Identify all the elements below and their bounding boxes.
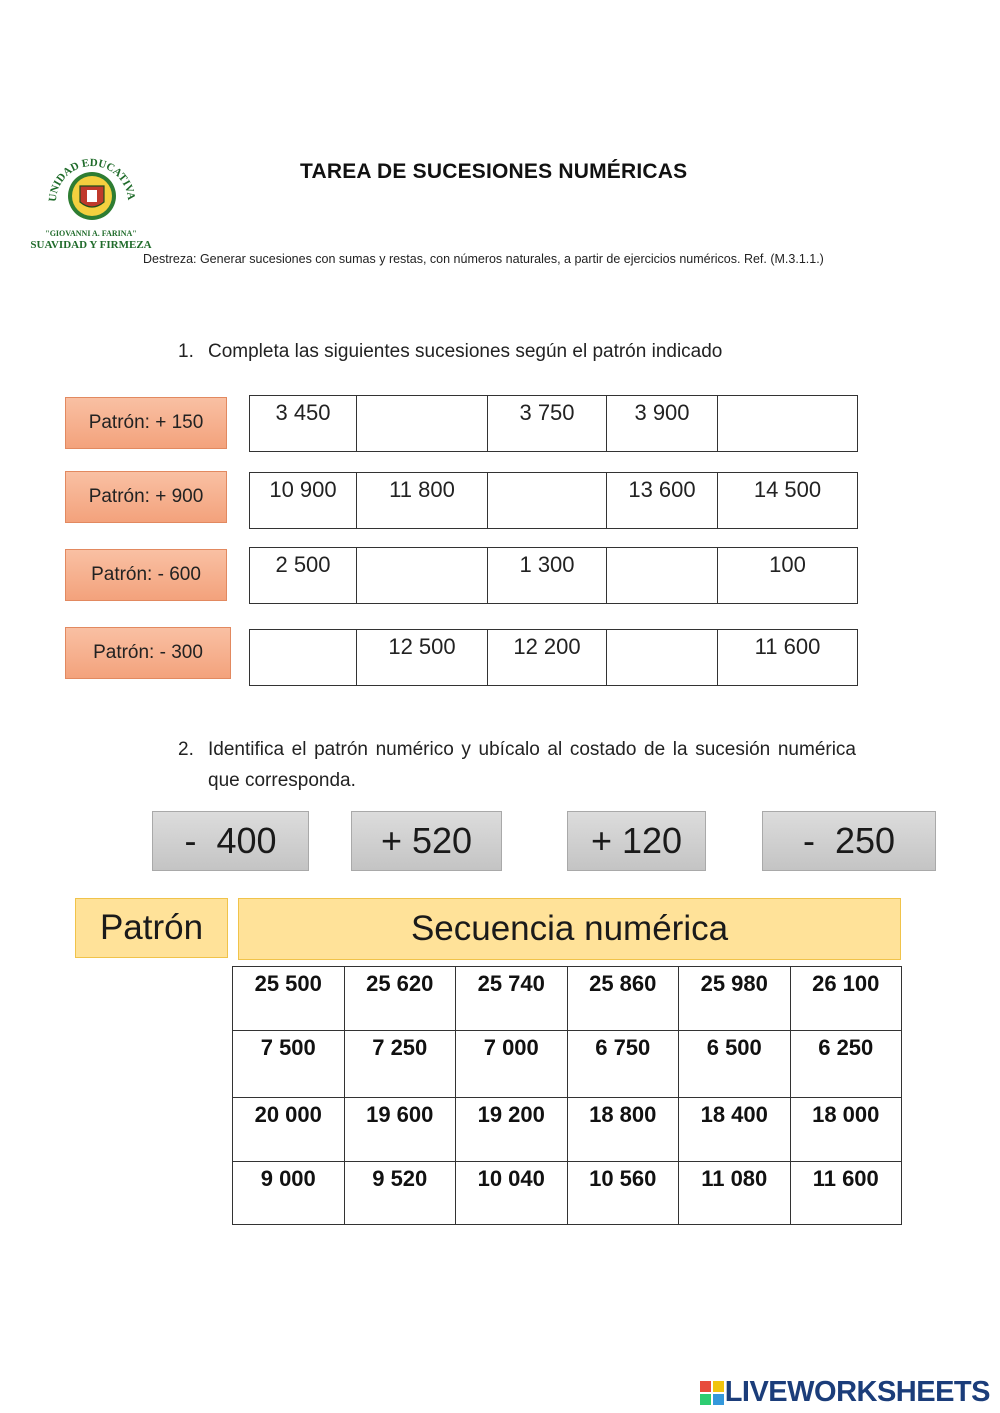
table-row (233, 1098, 902, 1162)
instruction-2-text: Identifica el patrón numérico y ubícalo al costado de la sucesión numérica que corresponda. (208, 739, 856, 791)
instruction-2-number: 2. (178, 739, 194, 760)
liveworksheets-logo-icon (699, 1380, 725, 1406)
pattern-label-3: Patrón: - 600 (65, 549, 227, 601)
table-cell: 6 500 (679, 1031, 791, 1098)
answer-input-cell[interactable] (607, 630, 718, 686)
table-cell: 19 600 (344, 1098, 456, 1162)
pattern-label-1: Patrón: + 150 (65, 397, 227, 449)
svg-text:UNIDAD EDUCATIVA: UNIDAD EDUCATIVA (46, 156, 138, 203)
table-cell: 18 800 (567, 1098, 679, 1162)
table-cell: 25 860 (567, 967, 679, 1031)
table-cell: 18 000 (790, 1098, 902, 1162)
draggable-pattern-plus-120[interactable]: + 120 (567, 811, 706, 871)
table-cell: 11 600 (790, 1162, 902, 1225)
answer-input-cell[interactable] (488, 473, 607, 529)
table-row (233, 967, 902, 1031)
sequence-cell: 3 900 (607, 396, 718, 452)
sequence-row-3 (249, 547, 858, 604)
table-cell: 19 200 (456, 1098, 568, 1162)
table-cell: 9 520 (344, 1162, 456, 1225)
brand-text: LIVEWORKSHEETS (724, 1376, 990, 1408)
table-cell: 7 000 (456, 1031, 568, 1098)
sequence-row-2 (249, 472, 858, 529)
sequence-row-1 (249, 395, 858, 452)
svg-text:"GIOVANNI A. FARINA": "GIOVANNI A. FARINA" (45, 229, 137, 238)
svg-text:SUAVIDAD Y FIRMEZA: SUAVIDAD Y FIRMEZA (30, 239, 152, 251)
table-cell: 20 000 (233, 1098, 345, 1162)
sequence-cell: 11 600 (718, 630, 858, 686)
answer-input-cell[interactable] (718, 396, 858, 452)
answer-input-cell[interactable] (250, 630, 357, 686)
liveworksheets-brand (699, 1376, 990, 1409)
instruction-1 (178, 336, 858, 368)
table-cell: 10 560 (567, 1162, 679, 1225)
draggable-pattern-minus-400[interactable]: - 400 (152, 811, 309, 871)
table-row (233, 1031, 902, 1098)
table-cell: 18 400 (679, 1098, 791, 1162)
draggable-pattern-plus-520[interactable]: + 520 (351, 811, 502, 871)
table-row (233, 1162, 902, 1225)
table-cell: 25 620 (344, 967, 456, 1031)
pattern-label-2: Patrón: + 900 (65, 471, 227, 523)
school-logo (28, 140, 154, 252)
sequence-cell: 14 500 (718, 473, 858, 529)
table-cell: 11 080 (679, 1162, 791, 1225)
sequence-cell: 12 500 (357, 630, 488, 686)
table-cell: 7 500 (233, 1031, 345, 1098)
sequence-cell: 12 200 (488, 630, 607, 686)
table-cell: 7 250 (344, 1031, 456, 1098)
sequence-table (232, 966, 902, 1225)
answer-input-cell[interactable] (357, 396, 488, 452)
draggable-pattern-minus-250[interactable]: - 250 (762, 811, 936, 871)
answer-input-cell[interactable] (357, 548, 488, 604)
sequence-cell: 3 450 (250, 396, 357, 452)
table-cell: 26 100 (790, 967, 902, 1031)
sequence-cell: 2 500 (250, 548, 357, 604)
table-cell: 25 500 (233, 967, 345, 1031)
sequence-cell: 3 750 (488, 396, 607, 452)
table-cell: 25 740 (456, 967, 568, 1031)
sequence-cell: 1 300 (488, 548, 607, 604)
instruction-2 (178, 734, 858, 798)
page-title: TAREA DE SUCESIONES NUMÉRICAS (300, 160, 688, 183)
instruction-1-number: 1. (178, 341, 194, 362)
answer-input-cell[interactable] (607, 548, 718, 604)
instruction-1-text: Completa las siguientes sucesiones según el patrón indicado (208, 341, 723, 362)
table-cell: 25 980 (679, 967, 791, 1031)
pattern-label-4: Patrón: - 300 (65, 627, 231, 679)
table-cell: 10 040 (456, 1162, 568, 1225)
sequence-row-4 (249, 629, 858, 686)
skill-description: Destreza: Generar sucesiones con sumas y restas, con números naturales, a partir de ejercicios numéricos. Ref. (M.3.1.1.) (143, 252, 824, 266)
sequence-cell: 10 900 (250, 473, 357, 529)
table-cell: 6 250 (790, 1031, 902, 1098)
sequence-cell: 100 (718, 548, 858, 604)
sequence-cell: 11 800 (357, 473, 488, 529)
table-cell: 9 000 (233, 1162, 345, 1225)
header-patron: Patrón (75, 898, 228, 958)
sequence-cell: 13 600 (607, 473, 718, 529)
header-secuencia: Secuencia numérica (238, 898, 901, 960)
table-cell: 6 750 (567, 1031, 679, 1098)
